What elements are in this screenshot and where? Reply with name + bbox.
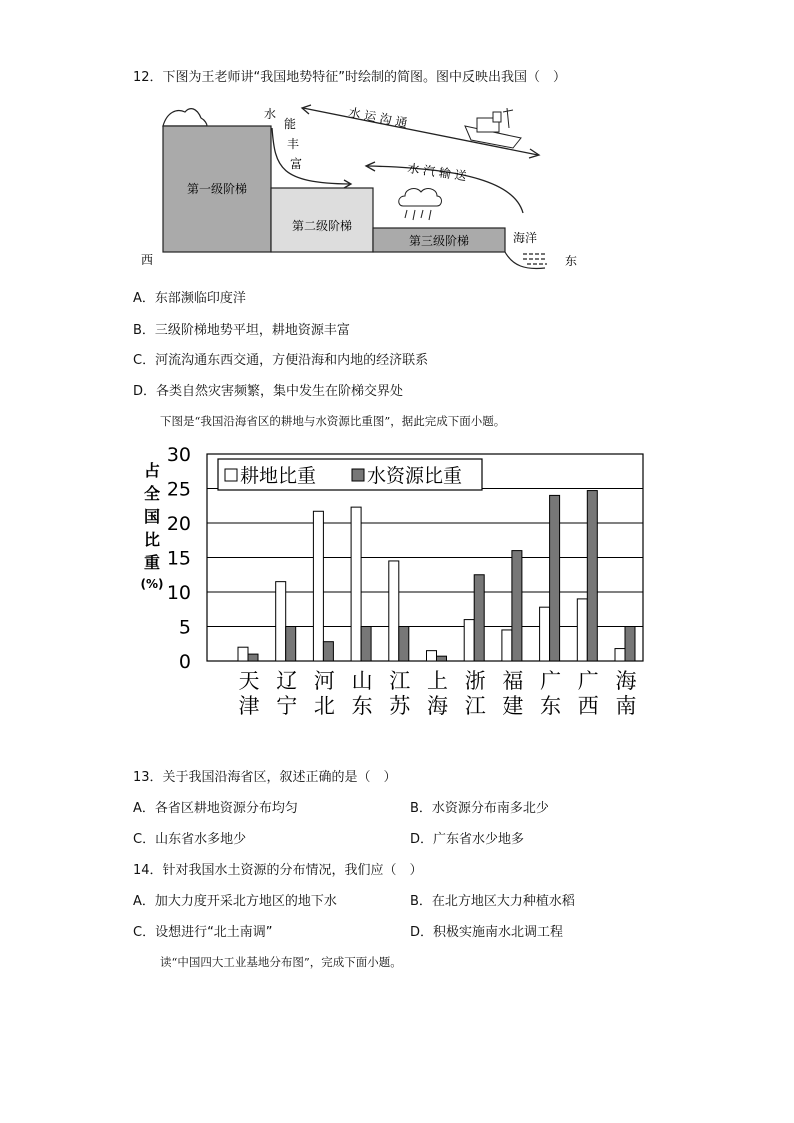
shipping-label: 水 运 沟 通 <box>347 105 409 131</box>
step1-label: 第一级阶梯 <box>186 182 248 196</box>
hydro-char-4: 富 <box>290 157 303 171</box>
q13-stem: 13．关于我国沿海省区，叙述正确的是（ ） <box>133 770 397 785</box>
x-tick-label: 江 <box>464 694 486 718</box>
bar-cropland-1 <box>238 647 248 661</box>
chart-legend <box>218 459 482 490</box>
x-tick-label: 上 <box>427 669 448 693</box>
x-tick-label: 福 <box>502 669 524 693</box>
legend-label-cropland: 耕地比重 <box>240 465 317 487</box>
y-tick-label: 0 <box>178 651 191 673</box>
y-axis-label-char: (%) <box>140 577 164 591</box>
y-axis-label-char: 全 <box>143 484 161 503</box>
x-tick-label: 东 <box>540 694 562 718</box>
y-axis-label-char: 国 <box>143 507 161 526</box>
west-label: 西 <box>141 253 154 267</box>
bar-cropland-10 <box>577 599 587 661</box>
x-tick-label: 东 <box>351 694 373 718</box>
vapor-label: 水 汽 输 送 <box>406 161 468 184</box>
q13-option-d[interactable]: D．广东省水少地多 <box>410 832 525 847</box>
x-tick-label: 南 <box>615 694 637 718</box>
bar-water-11 <box>625 627 635 662</box>
y-tick-label: 20 <box>166 513 191 535</box>
bar-water-9 <box>550 495 560 661</box>
q12-stem: 12．下图为王老师讲“我国地势特征”时绘制的简图。图中反映出我国（ ） <box>133 70 567 85</box>
q12-option-b[interactable]: B．三级阶梯地势平坦，耕地资源丰富 <box>133 323 350 338</box>
step2-label: 第二级阶梯 <box>291 219 353 233</box>
step3-label: 第三级阶梯 <box>408 234 470 248</box>
ocean-label: 海洋 <box>513 231 538 245</box>
q14-stem: 14．针对我国水土资源的分布情况，我们应（ ） <box>133 863 423 878</box>
bar-cropland-2 <box>276 582 286 661</box>
x-tick-label: 浙 <box>464 669 486 693</box>
bar-cropland-9 <box>540 607 550 661</box>
q14-option-c[interactable]: C．设想进行“北土南调” <box>133 925 273 940</box>
bar-cropland-3 <box>313 511 323 661</box>
x-tick-label: 海 <box>427 694 448 718</box>
x-tick-label: 苏 <box>389 694 411 718</box>
terrain-diagram <box>135 98 595 278</box>
legend-swatch-cropland <box>225 469 237 481</box>
y-tick-label: 30 <box>166 444 191 466</box>
x-tick-label: 广 <box>577 669 599 693</box>
legend-swatch-water <box>352 469 364 481</box>
q13-option-a[interactable]: A．各省区耕地资源分布均匀 <box>133 801 298 816</box>
x-tick-label: 广 <box>540 669 562 693</box>
hydro-char-2: 能 <box>284 117 297 131</box>
x-tick-label: 江 <box>389 669 411 693</box>
bar-cropland-11 <box>615 649 625 661</box>
x-tick-label: 辽 <box>276 669 298 693</box>
bar-water-5 <box>399 627 409 662</box>
x-tick-label: 津 <box>238 694 260 718</box>
q12-option-c[interactable]: C．河流沟通东西交通，方便沿海和内地的经济联系 <box>133 353 429 368</box>
q12-option-d[interactable]: D．各类自然灾害频繁，集中发生在阶梯交界处 <box>133 384 404 399</box>
bar-water-10 <box>587 491 597 661</box>
river-arrow <box>272 128 350 184</box>
x-tick-label: 建 <box>502 694 524 718</box>
q13-option-c[interactable]: C．山东省水多地少 <box>133 832 247 847</box>
hydro-char-3: 丰 <box>287 137 300 151</box>
bar-water-2 <box>286 627 296 662</box>
x-tick-label: 海 <box>615 669 637 693</box>
hydro-char-1: 水 <box>264 107 277 121</box>
y-axis-label-char: 比 <box>143 530 161 549</box>
mountain-icon <box>163 109 207 126</box>
wave-icon <box>523 254 547 264</box>
y-axis-label-char: 占 <box>143 461 161 480</box>
bar-cropland-6 <box>427 651 437 661</box>
bar-cropland-5 <box>389 561 399 661</box>
q14-option-b[interactable]: B．在北方地区大力种植水稻 <box>410 894 575 909</box>
rain-cloud-icon <box>399 189 442 220</box>
x-tick-label: 宁 <box>276 694 298 718</box>
bar-water-4 <box>361 627 371 662</box>
shipping-arrow <box>303 108 538 155</box>
bar-cropland-7 <box>464 620 474 661</box>
x-tick-label: 北 <box>313 694 335 718</box>
x-tick-label: 河 <box>313 669 335 693</box>
x-tick-label: 天 <box>238 669 260 693</box>
bar-water-1 <box>248 654 258 661</box>
bar-water-8 <box>512 551 522 661</box>
y-axis-label <box>141 461 164 591</box>
bar-water-7 <box>474 575 484 661</box>
x-tick-label: 西 <box>577 694 599 718</box>
y-tick-label: 5 <box>178 616 191 639</box>
east-label: 东 <box>565 254 578 268</box>
bar-chart <box>130 440 650 720</box>
y-axis-label-char: 重 <box>143 553 161 572</box>
chart-intro: 下图是“我国沿海省区的耕地与水资源比重图”，据此完成下面小题。 <box>160 414 506 428</box>
q12-option-a[interactable]: A．东部濒临印度洋 <box>133 291 246 306</box>
y-tick-label: 15 <box>166 547 191 570</box>
final-intro: 读“中国四大工业基地分布图”，完成下面小题。 <box>160 955 402 969</box>
bar-cropland-4 <box>351 507 361 661</box>
q14-option-a[interactable]: A．加大力度开采北方地区的地下水 <box>133 894 337 909</box>
bar-water-3 <box>323 642 333 661</box>
q13-option-b[interactable]: B．水资源分布南多北少 <box>410 801 549 816</box>
y-tick-label: 25 <box>166 478 191 501</box>
legend-label-water: 水资源比重 <box>367 465 463 487</box>
x-tick-label: 山 <box>351 669 373 693</box>
y-tick-label: 10 <box>166 582 191 604</box>
bar-water-6 <box>437 656 447 661</box>
bar-cropland-8 <box>502 630 512 661</box>
q14-option-d[interactable]: D．积极实施南水北调工程 <box>410 925 564 940</box>
